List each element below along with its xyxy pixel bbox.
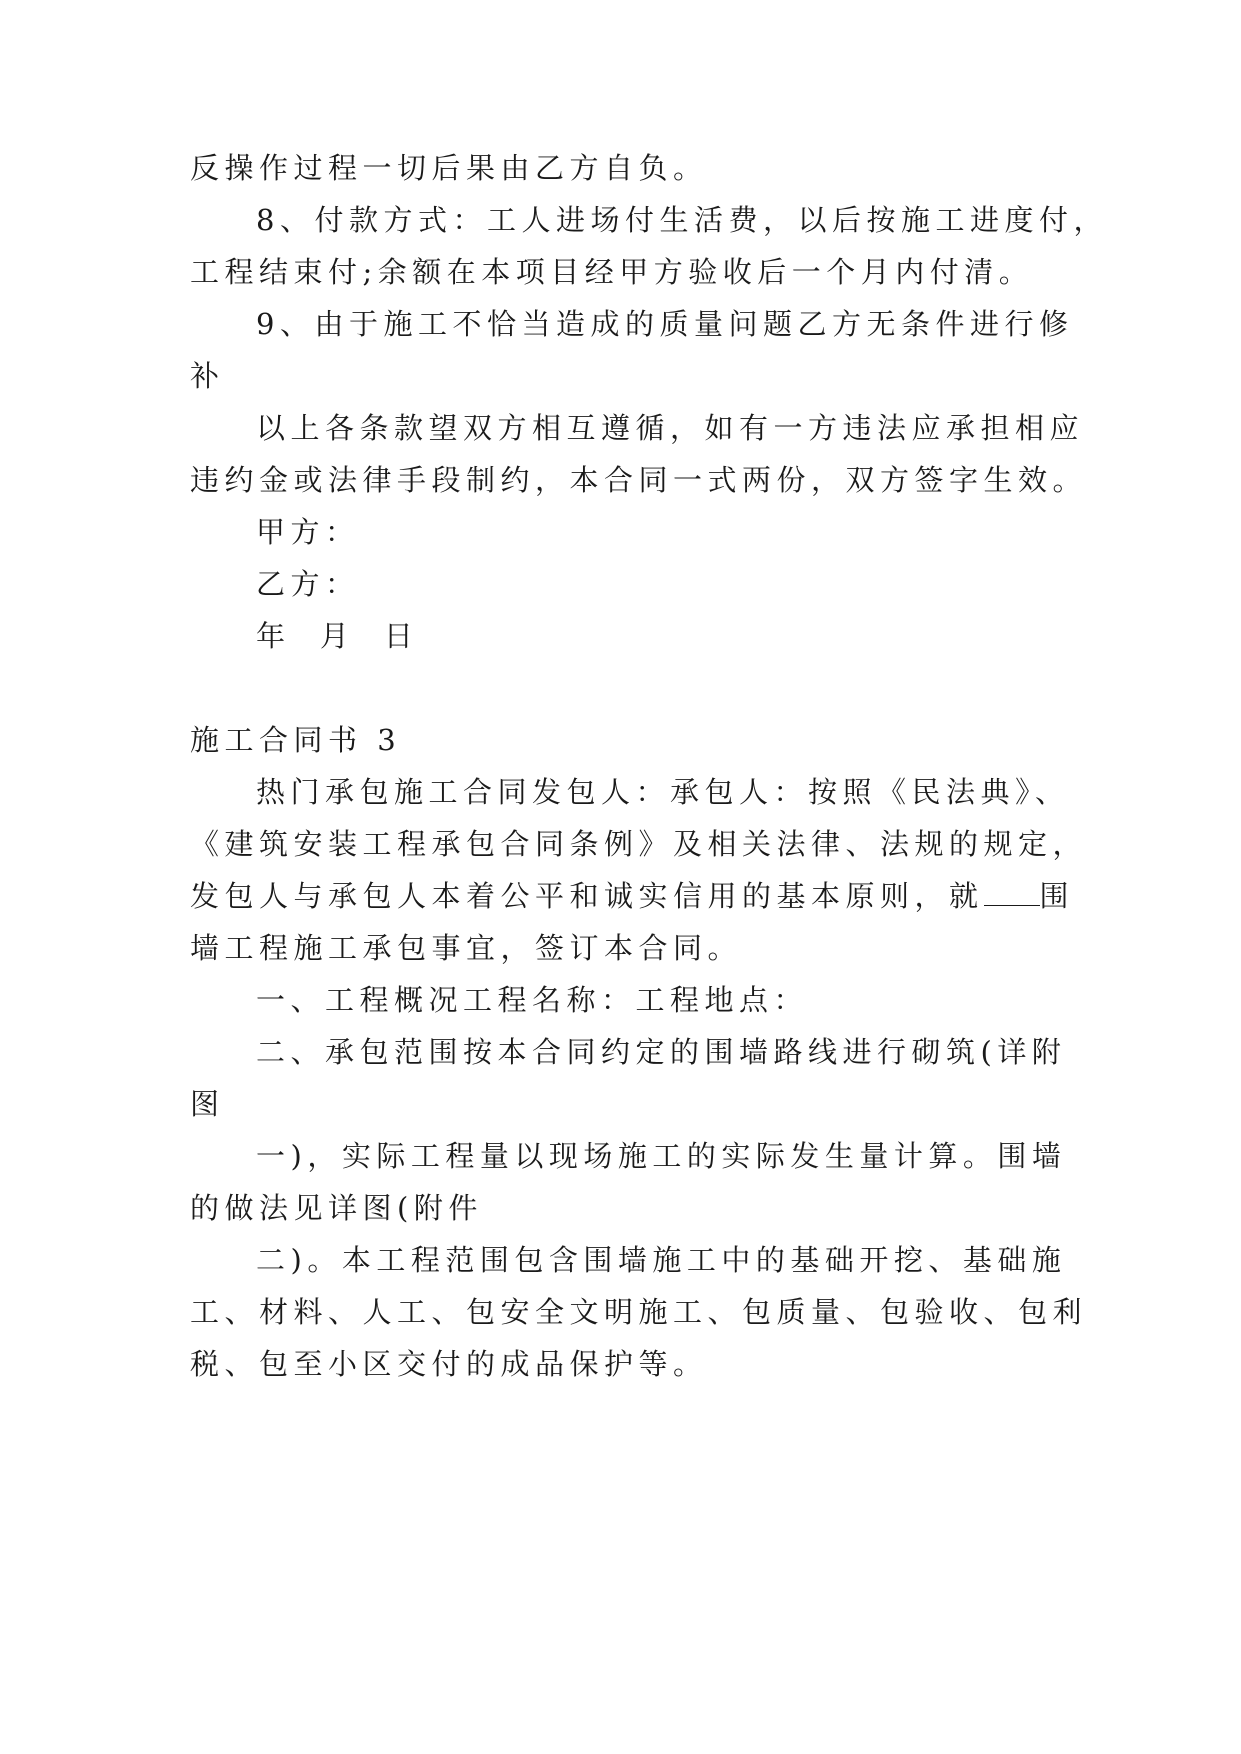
text-line: 图 [190,1087,225,1121]
text-line: 以上各条款望双方相互遵循，如有一方违法应承担相应 [256,411,1085,445]
text-segment: 围 [1039,879,1075,913]
signature-date: 年 月 日 [256,619,419,653]
text-line: 《建筑安装工程承包合同条例》及相关法律、法规的规定， [190,827,1088,861]
text-line: 工、材料、人工、包安全文明施工、包质量、包验收、包利 [190,1295,1088,1329]
text-line [190,876,1075,916]
text-line: 反操作过程一切后果由乙方自负。 [190,151,708,185]
text-line: 税、包至小区交付的成品保护等。 [190,1347,708,1381]
fill-blank [984,881,1040,906]
text-line: 二、承包范围按本合同约定的围墙路线进行砌筑(详附 [256,1035,1067,1069]
text-line: 工程结束付;余额在本项目经甲方验收后一个月内付清。 [190,255,1034,289]
text-line: 一)，实际工程量以现场施工的实际发生量计算。围墙 [256,1139,1067,1173]
section-title: 施工合同书 3 [190,723,402,757]
signature-party-b: 乙方： [256,567,360,601]
text-line: 一、工程概况工程名称：工程地点： [256,983,809,1017]
signature-party-a: 甲方： [256,515,360,549]
text-line: 墙工程施工承包事宜，签订本合同。 [190,931,743,965]
text-line: 二)。本工程范围包含围墙施工中的基础开挖、基础施 [256,1243,1067,1277]
text-segment: 发包人与承包人本着公平和诚实信用的基本原则，就 [190,879,984,913]
text-line: 补 [190,359,225,393]
text-line: 的做法见详图(附件 [190,1191,483,1225]
text-line: 9、由于施工不恰当造成的质量问题乙方无条件进行修 [256,307,1074,341]
text-line: 热门承包施工合同发包人：承包人：按照《民法典》、 [256,775,1070,809]
text-line: 8、付款方式：工人进场付生活费，以后按施工进度付， [256,203,1108,237]
text-line: 违约金或法律手段制约，本合同一式两份，双方签字生效。 [190,463,1088,497]
